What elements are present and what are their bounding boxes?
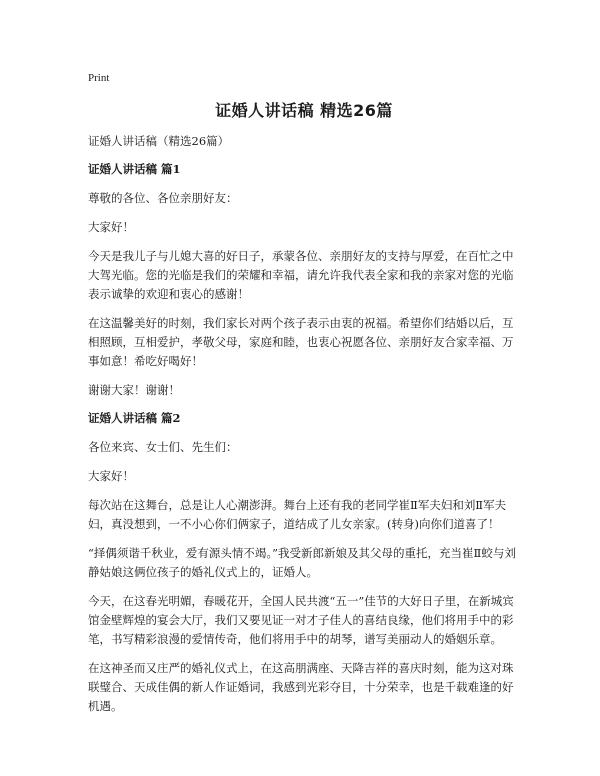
paragraph: 大家好！ <box>88 220 134 234</box>
page-title: 证婚人讲话稿 精选26篇 <box>215 101 393 120</box>
paragraph: 谢谢大家！谢谢！ <box>88 383 180 397</box>
paragraph: 尊敬的各位、各位亲朋好友： <box>88 191 238 205</box>
section-heading: 证婚人讲话稿 篇2 <box>88 411 181 425</box>
paragraph: 今天是我儿子与儿媳大喜的好日子，承蒙各位、亲朋好友的支持与厚爱，在百忙之中大驾光临。您的光临是我们的荣耀和幸福，请允许我代表全家和我的亲家对您的光临表示诚挚的欢迎和衷心的感谢！ <box>88 249 514 301</box>
paragraph: 各位来宾、女士们、先生们： <box>88 440 238 454</box>
paragraph: 大家好！ <box>88 469 134 483</box>
paragraph: 在这神圣而又庄严的婚礼仪式上，在这高朋满座、天降吉祥的喜庆时刻，能为这对珠联璧合、天成佳偶的新人作证婚词，我感到光彩夺目，十分荣幸，也是千载难逢的好机遇。 <box>88 661 514 713</box>
paragraph: 在这温馨美好的时刻，我们家长对两个孩子表示由衷的祝福。希望你们结婚以后，互相照顾，互相爱护，孝敬父母，家庭和睦，也衷心祝愿各位、亲朋好友合家幸福、万事如意！希吃好喝好！ <box>88 316 514 368</box>
print-link[interactable]: Print <box>88 72 110 84</box>
section-1 <box>88 161 520 400</box>
section-2 <box>88 410 520 716</box>
paragraph: “择偶须谐千秋业，爱有源头情不竭。”我受新郎新娘及其父母的重托，充当崔Ⅱ蛟与刘静姑娘这俩位孩子的婚礼仪式上的，证婚人。 <box>88 546 516 579</box>
document-page <box>88 72 520 726</box>
paragraph: 每次站在这舞台，总是让人心潮澎湃。舞台上还有我的老同学崔Ⅱ军夫妇和刘Ⅱ军夫妇，真没想到，一不小心你们俩家子，道结成了儿女亲家。(转身)向你们道喜了！ <box>88 498 507 531</box>
document-subtitle: 证婚人讲话稿（精选26篇） <box>88 134 230 148</box>
paragraph: 今天，在这春光明媚，春暖花开，全国人民共渡“五一”佳节的大好日子里，在新城宾馆金壁辉煌的宴会大厅，我们又要见证一对才子佳人的喜结良缘，他们将用手中的彩笔，书写精彩浪漫的爱情传奇，他们将用手中的胡琴，谱写美丽动人的婚姻乐章。 <box>88 594 514 646</box>
section-heading: 证婚人讲话稿 篇1 <box>88 162 181 176</box>
